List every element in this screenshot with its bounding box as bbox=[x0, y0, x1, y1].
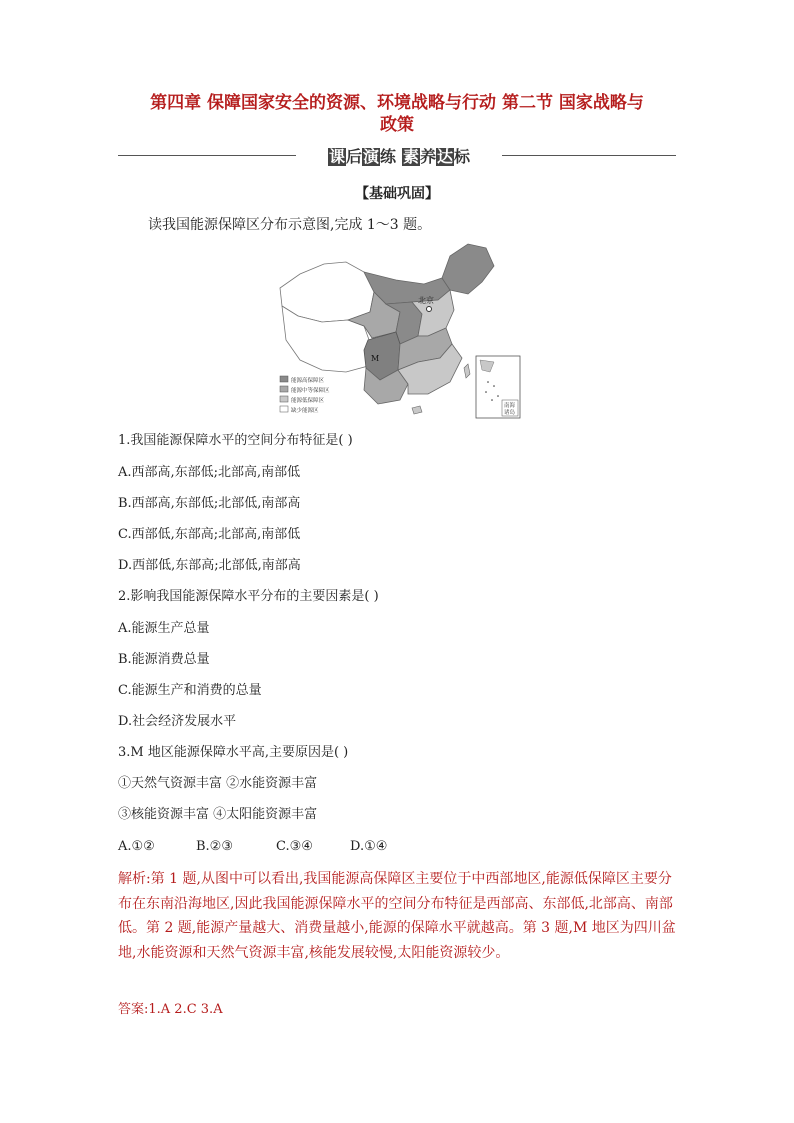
page-title bbox=[100, 92, 694, 136]
question-2-option-a: A.能源生产总量 bbox=[118, 621, 210, 636]
section-banner bbox=[118, 144, 676, 166]
inset-island bbox=[485, 391, 487, 393]
question-2-option-b: B.能源消费总量 bbox=[118, 652, 210, 667]
legend-label-medium: 能源中等保障区 bbox=[291, 388, 330, 394]
legend-label-low: 能源低保障区 bbox=[291, 398, 325, 404]
banner-text bbox=[304, 144, 494, 166]
banner-char-3: 演 bbox=[362, 146, 379, 166]
energy-map-figure bbox=[272, 240, 524, 422]
answer-key: 答案:1.A 2.C 3.A bbox=[118, 1002, 223, 1017]
legend-swatch-none bbox=[280, 406, 288, 412]
china-energy-map bbox=[272, 240, 524, 422]
banner-rule-right bbox=[502, 155, 676, 156]
banner-char-7: 达 bbox=[437, 146, 454, 166]
question-3-option-c: C.③④ bbox=[276, 839, 313, 854]
title-line-2: 政策 bbox=[380, 115, 414, 135]
banner-char-5: 素 bbox=[403, 146, 420, 166]
question-1-option-d: D.西部低,东部高;北部低,南部高 bbox=[118, 558, 301, 573]
beijing-label: 北京 bbox=[418, 296, 434, 305]
question-3-sub-2: ③核能资源丰富 ④太阳能资源丰富 bbox=[118, 807, 318, 822]
legend-swatch-low bbox=[280, 396, 288, 402]
question-1-option-a: A.西部高,东部低;北部高,南部低 bbox=[118, 465, 301, 480]
question-2-stem: 2.影响我国能源保障水平分布的主要因素是( ) bbox=[118, 589, 379, 604]
title-line-1: 第四章 保障国家安全的资源、环境战略与行动 第二节 国家战略与 bbox=[150, 93, 644, 113]
inset-island bbox=[493, 385, 495, 387]
question-3-option-a: A.①② bbox=[118, 839, 155, 854]
question-1-option-b: B.西部高,东部低;北部低,南部高 bbox=[118, 496, 301, 511]
question-3-sub-1: ①天然气资源丰富 ②水能资源丰富 bbox=[118, 776, 318, 791]
question-3-stem: 3.M 地区能源保障水平高,主要原因是( ) bbox=[118, 745, 349, 760]
legend-label-high: 能源高保障区 bbox=[291, 378, 325, 384]
region-m-label: M bbox=[371, 354, 380, 363]
banner-char-6: 养 bbox=[420, 146, 437, 166]
banner-char-8: 标 bbox=[454, 146, 471, 166]
question-2-option-d: D.社会经济发展水平 bbox=[118, 714, 237, 729]
inset-label-line2: 诸岛 bbox=[504, 410, 516, 416]
inset-island bbox=[497, 395, 499, 397]
banner-rule-left bbox=[118, 155, 296, 156]
intro-text: 读我国能源保障区分布示意图,完成 1～3 题。 bbox=[148, 217, 432, 233]
question-2-option-c: C.能源生产和消费的总量 bbox=[118, 683, 262, 698]
banner-char-1: 课 bbox=[328, 146, 345, 166]
section-heading: 【基础巩固】 bbox=[355, 186, 439, 202]
legend-label-none: 缺少能源区 bbox=[291, 408, 319, 414]
question-1-stem: 1.我国能源保障水平的空间分布特征是( ) bbox=[118, 433, 353, 448]
analysis-text: 解析:第 1 题,从图中可以看出,我国能源高保障区主要位于中西部地区,能源低保障区主要分布在东南沿海地区,因此我国能源保障水平的空间分布特征是西部高、东部低,北部高、南部低。第 2 题,能源产量越大、消费量越小,能源的保障水平就越高。第 3 题,M 地区为四川盆地,水能资源和天然气资源丰富,核能发展较慢,太阳能资源较少。 bbox=[118, 871, 676, 961]
question-3-option-b: B.②③ bbox=[196, 839, 233, 854]
banner-char-2: 后 bbox=[345, 146, 362, 166]
question-3-option-d: D.①④ bbox=[350, 839, 388, 854]
beijing-marker bbox=[427, 307, 432, 312]
legend-swatch-high bbox=[280, 376, 288, 382]
question-1-option-c: C.西部低,东部高;北部高,南部低 bbox=[118, 527, 301, 542]
inset-label-line1: 南海 bbox=[504, 403, 516, 409]
inset-island bbox=[491, 399, 493, 401]
inset-island bbox=[487, 381, 489, 383]
legend-swatch-medium bbox=[280, 386, 288, 392]
banner-char-4: 练 bbox=[379, 146, 396, 166]
